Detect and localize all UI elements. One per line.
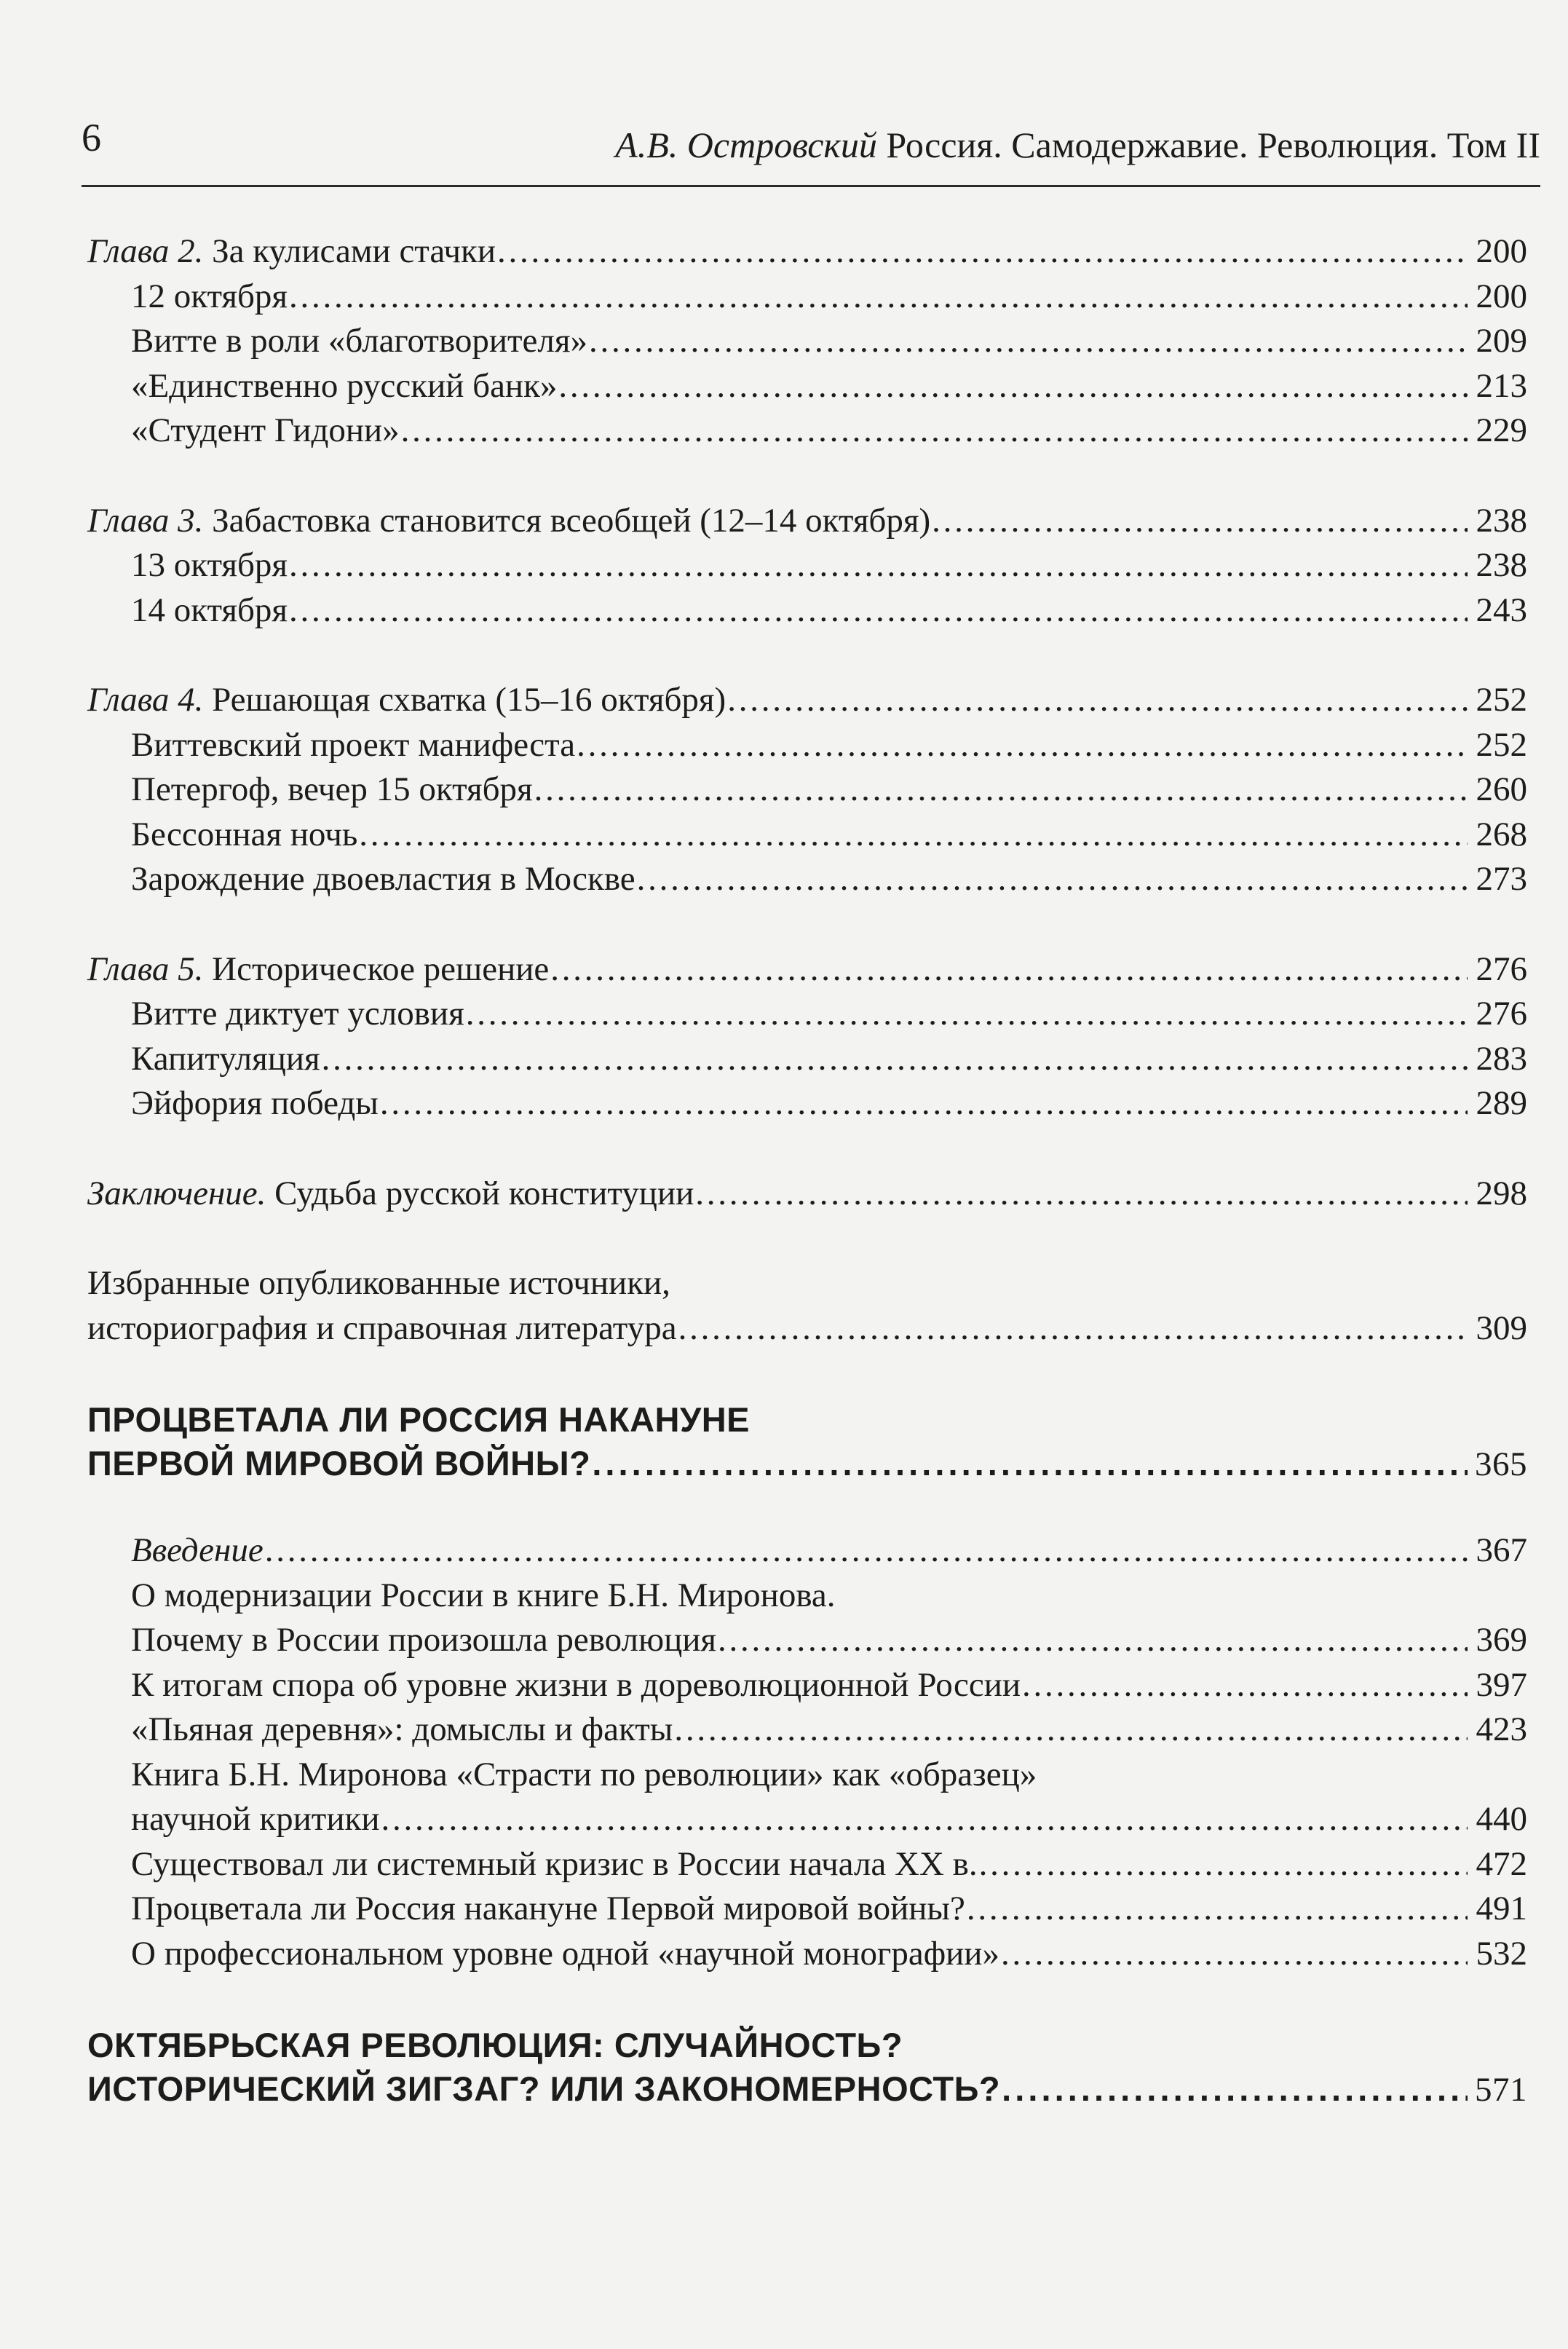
section-title-line2: ПЕРВОЙ МИРОВОЙ ВОЙНЫ?: [87, 1444, 591, 1483]
toc-item: [87, 1797, 1527, 1842]
toc-item-title: Петергоф, вечер 15 октября: [131, 770, 533, 808]
dot-leader: [1022, 1663, 1468, 1708]
page-ref: 276: [1476, 950, 1527, 988]
toc-item-title: Зарождение двоевластия в Москве: [131, 860, 635, 898]
dot-leader: [322, 1037, 1468, 1082]
dot-leader: [401, 408, 1468, 454]
section-title-line1: ПРОЦВЕТАЛА ЛИ РОССИЯ НАКАНУНЕ: [87, 1400, 751, 1439]
dot-leader: [589, 319, 1468, 364]
toc-item: [87, 992, 1527, 1037]
toc-item: [87, 1708, 1527, 1753]
dot-leader: [577, 723, 1468, 768]
toc-item: [87, 588, 1527, 633]
toc-item: [87, 1663, 1527, 1708]
page-ref: 268: [1476, 815, 1527, 853]
chapter-label: Глава 5.: [87, 950, 204, 988]
dot-leader: [727, 678, 1468, 723]
toc-item: [87, 1081, 1527, 1126]
toc-item-title: «Студент Гидони»: [131, 411, 400, 449]
page-ref: 252: [1476, 681, 1527, 719]
toc-item: [87, 364, 1527, 409]
toc-item: [87, 1037, 1527, 1082]
dot-leader: [497, 229, 1468, 275]
page-ref: 283: [1476, 1039, 1527, 1078]
toc-item-title: научной критики: [131, 1800, 380, 1838]
toc-item-title: Бессонная ночь: [131, 815, 358, 853]
running-head-title: Россия. Самодержавие. Революция. Том II: [886, 125, 1540, 165]
toc-sources-line1: Избранные опубликованные источники,: [87, 1264, 670, 1302]
toc-item-title: Эйфория победы: [131, 1084, 379, 1122]
section-title-line2: ИСТОРИЧЕСКИЙ ЗИГЗАГ? ИЛИ ЗАКОНОМЕРНОСТЬ?: [87, 2069, 1001, 2108]
toc-item: [87, 275, 1527, 320]
toc-section-3: [87, 2024, 1527, 2112]
dot-leader: [381, 1797, 1468, 1842]
page-ref: 276: [1476, 995, 1527, 1033]
toc-item-title: 14 октября: [131, 591, 288, 629]
chapter-title: Решающая схватка (15–16 октября): [212, 681, 726, 719]
dot-leader: [466, 992, 1468, 1037]
conclusion-title: Судьба русской конституции: [274, 1174, 694, 1212]
toc-item-title: Процветала ли Россия накануне Первой мировой войны?: [131, 1890, 965, 1927]
page-ref: 298: [1476, 1174, 1527, 1212]
page-ref: 491: [1476, 1890, 1527, 1927]
toc-item: [87, 1932, 1527, 1977]
toc-item: [87, 723, 1527, 768]
chapter-title: Историческое решение: [212, 950, 550, 988]
toc-item: [87, 813, 1527, 858]
page-ref: 472: [1476, 1844, 1527, 1883]
toc-item: [87, 1842, 1527, 1887]
toc-item: [87, 543, 1527, 588]
toc-item-title: Существовал ли системный кризис в России начала XX в.: [131, 1844, 978, 1883]
dot-leader: [558, 364, 1468, 409]
page-ref: 440: [1476, 1800, 1527, 1838]
dot-leader: [289, 275, 1468, 320]
chapter-label: Глава 4.: [87, 681, 204, 719]
dot-leader: [979, 1842, 1468, 1887]
dot-leader: [967, 1887, 1468, 1932]
toc-conclusion: [87, 1172, 1527, 1217]
chapter-label: Глава 3.: [87, 501, 204, 540]
page-ref: 571: [1475, 2071, 1527, 2109]
toc-item: [87, 408, 1527, 454]
dot-leader: [695, 1172, 1468, 1217]
page-ref: 423: [1476, 1710, 1527, 1748]
page-ref: 397: [1476, 1665, 1527, 1704]
page-ref: 309: [1476, 1308, 1527, 1347]
dot-leader: [380, 1081, 1468, 1126]
dot-leader: [932, 499, 1468, 544]
page-ref: 273: [1476, 860, 1527, 898]
toc-chapter-5: [87, 947, 1527, 992]
toc-sources: [87, 1306, 1527, 1351]
intro-title: Введение: [131, 1531, 264, 1569]
toc-item-title: 12 октября: [131, 277, 288, 315]
dot-leader: [550, 947, 1468, 992]
dot-leader: [674, 1708, 1468, 1753]
page-ref: 209: [1476, 322, 1527, 360]
running-head-author: А.В. Островский: [615, 125, 877, 165]
dot-leader: [1002, 2067, 1468, 2111]
toc-item-title: Почему в России произошла революция: [131, 1621, 717, 1659]
page-ref: 260: [1476, 770, 1527, 808]
toc-item: [87, 319, 1527, 364]
page-ref: 369: [1476, 1621, 1527, 1659]
chapter-title: Забастовка становится всеобщей (12–14 октября): [212, 501, 931, 540]
running-head: [615, 124, 1540, 166]
chapter-label: Глава 2.: [87, 232, 204, 270]
header-rule: [82, 185, 1540, 187]
toc-item-line1: Книга Б.Н. Миронова «Страсти по революции» как «образец»: [131, 1755, 1037, 1793]
dot-leader: [289, 543, 1468, 588]
page-ref: 289: [1476, 1084, 1527, 1122]
page-ref: 532: [1476, 1934, 1527, 1973]
toc-item: [87, 857, 1527, 902]
page-ref: 243: [1476, 591, 1527, 629]
page-ref: 252: [1476, 725, 1527, 764]
toc-item-title: Виттевский проект манифеста: [131, 725, 576, 764]
toc-section-2: [87, 1398, 1527, 1486]
toc-item-title: О профессиональном уровне одной «научной монографии»: [131, 1934, 999, 1973]
section-title-line1: ОКТЯБРЬСКАЯ РЕВОЛЮЦИЯ: СЛУЧАЙНОСТЬ?: [87, 2026, 903, 2064]
toc-sources-line2: историография и справочная литература: [87, 1308, 677, 1347]
page-header: [82, 109, 1540, 189]
toc-item-title: К итогам спора об уровне жизни в дореволюционной России: [131, 1665, 1021, 1704]
toc-item-line1: О модернизации России в книге Б.Н. Миронова.: [131, 1576, 836, 1614]
dot-leader: [637, 857, 1468, 902]
page-ref: 213: [1476, 366, 1527, 405]
toc-item: [87, 767, 1527, 813]
toc-item-title: «Пьяная деревня»: домыслы и факты: [131, 1710, 673, 1748]
table-of-contents: [87, 229, 1527, 2112]
page-ref: 229: [1476, 411, 1527, 449]
dot-leader: [718, 1618, 1468, 1663]
toc-item-title: Капитуляция: [131, 1039, 320, 1078]
page-ref: 200: [1476, 277, 1527, 315]
conclusion-label: Заключение.: [87, 1174, 266, 1212]
page-number: 6: [82, 116, 101, 159]
dot-leader: [678, 1306, 1468, 1351]
toc-item-title: Витте диктует условия: [131, 995, 464, 1033]
dot-leader: [359, 813, 1468, 858]
toc-item-title: 13 октября: [131, 546, 288, 584]
toc-chapter-3: [87, 499, 1527, 544]
toc-item: [87, 1887, 1527, 1932]
toc-chapter-2: [87, 229, 1527, 275]
page-ref: 365: [1475, 1445, 1527, 1483]
toc-chapter-4: [87, 678, 1527, 723]
toc-item-title: «Единственно русский банк»: [131, 366, 558, 405]
toc-item: [87, 1618, 1527, 1663]
dot-leader: [289, 588, 1468, 633]
page-ref: 367: [1476, 1531, 1527, 1569]
dot-leader: [534, 767, 1468, 813]
toc-intro: [87, 1528, 1527, 1574]
toc-item-title: Витте в роли «благотворителя»: [131, 322, 587, 360]
chapter-title: За кулисами стачки: [212, 232, 496, 270]
page-ref: 200: [1476, 232, 1527, 270]
dot-leader: [1001, 1932, 1468, 1977]
dot-leader: [265, 1528, 1468, 1574]
page-ref: 238: [1476, 501, 1527, 540]
dot-leader: [592, 1442, 1468, 1485]
page-ref: 238: [1476, 546, 1527, 584]
